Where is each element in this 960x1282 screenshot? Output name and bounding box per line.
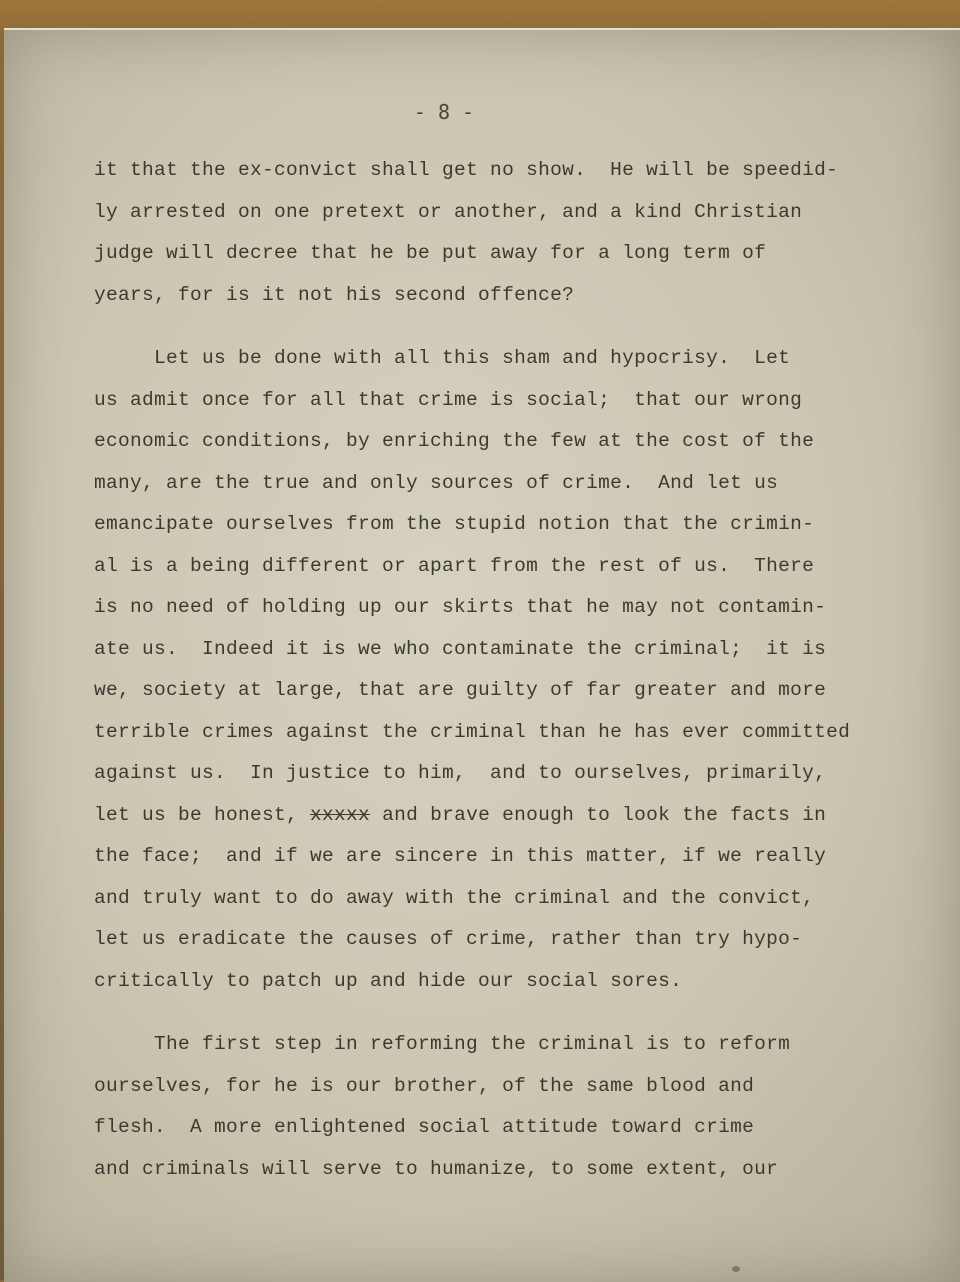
text-line: economic conditions, by enriching the few at the cost of the <box>94 430 815 452</box>
text-line: years, for is it not his second offence? <box>94 283 575 306</box>
text-line: we, society at large, that are guilty of far greater and more <box>94 679 827 701</box>
paragraph-2 <box>94 338 904 1002</box>
text-line: The first step in reforming the criminal is to reform <box>94 1033 791 1055</box>
text-line: many, are the true and only sources of crime. And let us <box>94 471 779 494</box>
text-line: us admit once for all that crime is social; that our wrong <box>94 388 803 411</box>
paragraph-gap <box>94 316 904 338</box>
text-line: ly arrested on one pretext or another, and a kind Christian <box>94 200 803 223</box>
text-line: Let us be done with all this sham and hypocrisy. Let <box>94 347 791 369</box>
paragraph-1 <box>94 150 904 316</box>
text-line: flesh. A more enlightened social attitude toward crime <box>94 1116 755 1138</box>
text-line: and criminals will serve to humanize, to some extent, our <box>94 1157 779 1180</box>
text-line: ourselves, for he is our brother, of the same blood and <box>94 1074 755 1097</box>
paragraph-gap <box>94 1002 904 1024</box>
text-line: critically to patch up and hide our social sores. <box>94 969 683 992</box>
text-line: judge will decree that he be put away for a long term of <box>94 242 767 264</box>
struck-out-word: xxxxx <box>310 803 371 826</box>
text-line-with-strikeout <box>94 795 904 837</box>
page-body <box>94 150 904 1190</box>
text-line: emancipate ourselves from the stupid notion that the crimin- <box>94 513 815 535</box>
paragraph-3 <box>94 1024 904 1190</box>
text-line: the face; and if we are sincere in this matter, if we really <box>94 845 827 867</box>
line-end: and brave enough to look the facts in <box>370 803 827 826</box>
text-line: terrible crimes against the criminal than he has ever committed <box>94 720 851 743</box>
text-line: against us. In justice to him, and to ourselves, primarily, <box>94 762 827 784</box>
text-line: ate us. Indeed it is we who contaminate the criminal; it is <box>94 637 827 660</box>
ink-smudge <box>732 1266 740 1272</box>
text-line: is no need of holding up our skirts that he may not contamin- <box>94 596 827 618</box>
text-line: al is a being different or apart from the rest of us. There <box>94 554 815 577</box>
text-line: let us eradicate the causes of crime, rather than try hypo- <box>94 928 803 950</box>
typewritten-page <box>4 28 960 1282</box>
text-line: and truly want to do away with the criminal and the convict, <box>94 886 815 909</box>
text-line: it that the ex-convict shall get no show. He will be speedid- <box>94 159 839 181</box>
page-number: - 8 - <box>413 100 475 124</box>
line-start: let us be honest, <box>94 803 311 826</box>
